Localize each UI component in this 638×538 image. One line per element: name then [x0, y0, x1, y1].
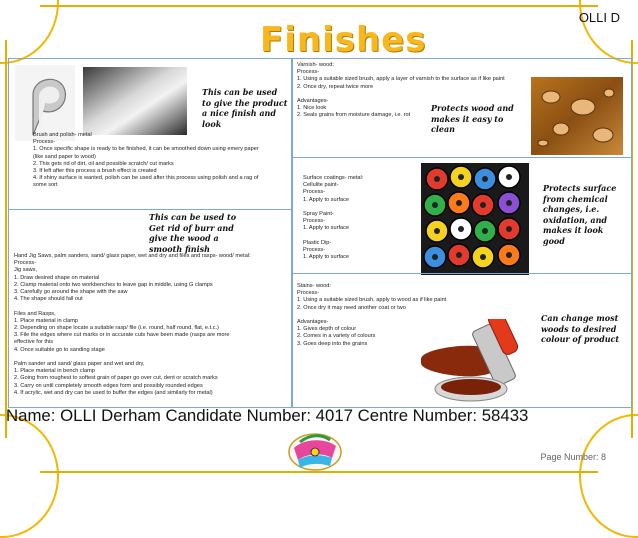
text-line: Files and Rasps, [14, 310, 56, 317]
brushed-metal-image [83, 67, 187, 135]
text-line: Palm sander and sand/ glass paper and wet and dry, [14, 361, 145, 368]
text-line: 1. Using a suitable sized brush, apply to wood as if like paint [297, 297, 447, 304]
text-line: 2. Clamp material onto two workbenches to leave gap in middle, using G clamps [14, 281, 213, 288]
text-line: Advantages- [297, 98, 329, 105]
text-line: 3. Carefully go around the shape with the saw [14, 289, 128, 296]
stains-note: Can change most woods to desired colour of product [541, 313, 620, 344]
text-line [303, 233, 413, 240]
section-divider [293, 157, 631, 158]
author-tag: OLLI D [578, 10, 620, 25]
text-line [14, 303, 290, 310]
text-line: 3. File the edges where cut marks or in accurate cuts have been made (rasps are more [14, 332, 230, 339]
section-divider [9, 209, 291, 210]
text-line: effective for this [14, 339, 54, 346]
coatings-note: Protects surface from chemical changes, i.e. oxidation, and makes it look good [543, 183, 617, 246]
text-line: 1. Place material in clamp [14, 317, 79, 324]
page-number: Page Number: 8 [540, 452, 606, 462]
footer-logo [286, 428, 344, 474]
brush-polish-section [33, 132, 288, 190]
text-line: (like sand paper to wood) [33, 153, 96, 160]
candidate-info: Name: OLLI Derham Candidate Number: 4017 Centre Number: 58433 [6, 406, 529, 425]
text-line: 3. Carry on until completely smooth edges form and possibly rounded edges [14, 382, 203, 389]
text-line: 2. Once dry, repeat twice more [297, 83, 374, 90]
text-line: 2. Going from roughest to softest grain of paper go over cut, dent or scratch marks [14, 375, 218, 382]
text-line: 4. The shape should fall out [14, 296, 83, 303]
varnish-droplets-image [531, 77, 623, 155]
frame-corner [0, 0, 59, 64]
text-line: Spray Paint- [303, 211, 334, 218]
text-line: 1. Once specific shape is ready to be finished, it can be smoothed down using emery paper [33, 146, 259, 153]
text-line: 2. Once dry it may need another coat or two [297, 304, 406, 311]
text-line: Jig saws, [14, 267, 38, 274]
text-line: Plastic Dip- [303, 239, 332, 246]
text-line: Stains- wood: [297, 283, 331, 289]
text-line: Process- [303, 247, 326, 254]
section-divider [293, 273, 631, 274]
text-line: some sort [33, 182, 58, 189]
text-line: 2. Comes in a variety of colours [297, 333, 376, 340]
text-line: 1. Gives depth of colour [297, 326, 357, 333]
text-line [297, 312, 537, 319]
text-line: 4. Once suitable go to sanding stage [14, 346, 105, 353]
text-line: 1. Apply to surface [303, 196, 350, 203]
frame-edge [40, 5, 598, 7]
text-line [303, 204, 413, 211]
right-panel [292, 58, 632, 408]
finish-note: This can be used to give the product a nice finish and look [202, 87, 288, 129]
left-panel [8, 58, 292, 408]
text-line: 3. Goes deep into the grains [297, 340, 368, 347]
text-line: 4. If shiny surface is wanted, polish can be used after this process using polish and a rag of [33, 175, 259, 182]
text-line: 2. This gets rid of dirt, oil and possible scratch/ cut marks [33, 160, 174, 167]
hand-tools-section [14, 253, 290, 397]
text-line: Process- [297, 290, 320, 297]
text-line: Surface coatings- metal: [303, 175, 364, 181]
text-line: Process- [33, 139, 56, 146]
text-line: Varnish- wood: [297, 62, 334, 68]
page-title: Finishes [260, 20, 427, 60]
text-line: 2. Depending on shape locate a suitable rasp/ file (i.e. round, half round, flat, e.t.c.) [14, 325, 219, 332]
frame-corner [579, 414, 638, 538]
text-line: 1. Apply to surface [303, 254, 350, 261]
text-line [14, 354, 290, 361]
varnish-note: Protects wood and makes it easy to clean [431, 103, 514, 134]
text-line: Hand Jig Saws, palm sanders, sand/ glass paper, wet and dry and files and rasps- wood/ metal: [14, 253, 251, 259]
spray-cans-image [421, 163, 529, 275]
text-line: Brush and polish- metal [33, 132, 92, 138]
text-line: 1. Nice look [297, 105, 327, 112]
text-line: 4. If acrylic, wet and dry can be used to buffer the edges (and similarly for metal) [14, 389, 213, 396]
text-line: Cellulite paint- [303, 182, 339, 189]
text-line: Process- [297, 69, 320, 76]
text-line: 1. Place material in bench clamp [14, 368, 95, 375]
paint-brush-image [411, 319, 527, 405]
text-line: 1. Apply to surface [303, 225, 350, 232]
text-line: 1. Using a suitable sized brush, apply a layer of varnish to the surface as if like paint [297, 76, 505, 83]
text-line: 3. If left after this process a brush effect is created [33, 168, 157, 175]
text-line: 2. Seals grains from moisture damage, i.e. rot [297, 112, 411, 119]
surface-coatings-section [303, 175, 413, 261]
text-line: Process- [303, 218, 326, 225]
smooth-finish-note: This can be used to Get rid of burr and give the wood a smooth finish [149, 212, 237, 254]
metal-handle-image [15, 65, 75, 141]
text-line [297, 91, 537, 98]
text-line: Process- [303, 189, 326, 196]
text-line: 1. Draw desired shape on material [14, 274, 100, 281]
text-line: Process- [14, 260, 37, 267]
frame-corner [0, 414, 59, 538]
frame-edge [5, 40, 7, 438]
text-line: Advantages- [297, 319, 329, 326]
